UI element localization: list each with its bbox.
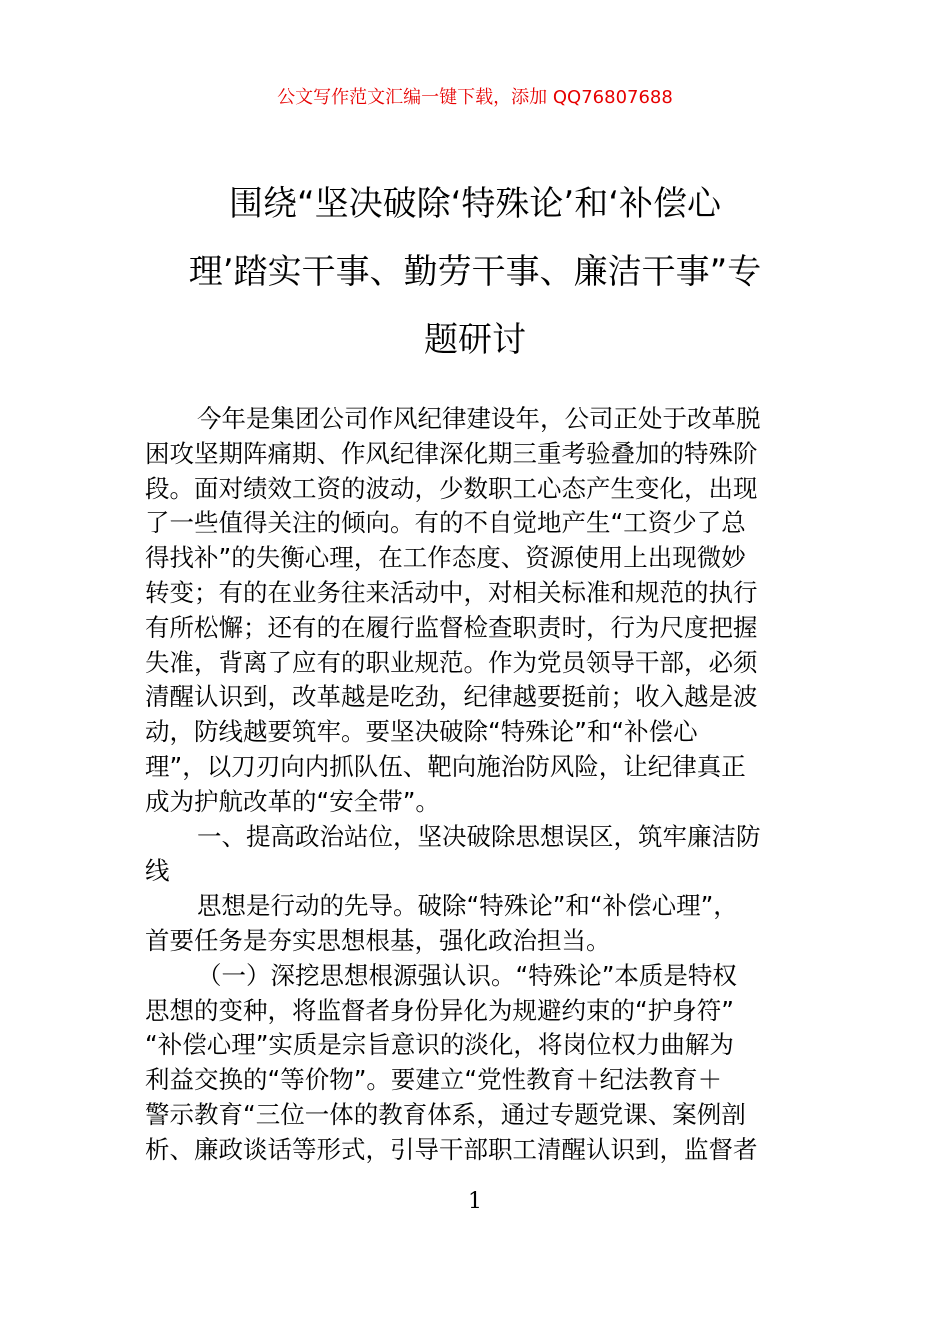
body-line: 析、廉政谈话等形式，引导干部职工清醒认识到，监督者 bbox=[145, 1134, 758, 1164]
body-line: （一）深挖思想根源强认识。“特殊论”本质是特权 bbox=[197, 960, 737, 990]
body-line: “补偿心理”实质是宗旨意识的淡化，将岗位权力曲解为 bbox=[145, 1030, 734, 1060]
document-title bbox=[150, 170, 800, 374]
body-line: 今年是集团公司作风纪律建设年，公司正处于改革脱 bbox=[197, 404, 761, 433]
body-line: 困攻坚期阵痛期、作风纪律深化期三重考验叠加的特殊阶 bbox=[145, 438, 758, 468]
body-line: 得找补”的失衡心理，在工作态度、资源使用上出现微妙 bbox=[145, 543, 746, 573]
body-line: 思想是行动的先导。破除“特殊论”和“补偿心理”， bbox=[197, 891, 738, 921]
header-download-note: 公文写作范文汇编一键下载，添加 QQ76807688 bbox=[277, 87, 673, 108]
body-line: 失准，背离了应有的职业规范。作为党员领导干部，必须 bbox=[145, 647, 758, 677]
body-line: 思想的变种，将监督者身份异化为规避约束的“护身符” bbox=[145, 995, 734, 1025]
page-number: 1 bbox=[468, 1189, 482, 1214]
title-line: 围绕“坚决破除‘特殊论’和‘补偿心 bbox=[228, 184, 722, 224]
body-line: 首要任务是夯实思想根基，强化政治担当。 bbox=[145, 925, 611, 955]
body-line: 理”，以刀刃向内抓队伍、靶向施治防风险，让纪律真正 bbox=[145, 751, 746, 781]
body-line: 段。面对绩效工资的波动，少数职工心态产生变化，出现 bbox=[145, 473, 758, 503]
body-line: 动，防线越要筑牢。要坚决破除“特殊论”和“补偿心 bbox=[145, 717, 698, 747]
body-line: 成为护航改革的“安全带”。 bbox=[145, 786, 440, 816]
body-line: 转变；有的在业务往来活动中，对相关标准和规范的执行 bbox=[145, 577, 758, 607]
body-line: 清醒认识到，改革越是吃劲，纪律越要挺前；收入越是波 bbox=[145, 682, 758, 712]
body-line: 警示教育“三位一体的教育体系，通过专题党课、案例剖 bbox=[145, 1099, 746, 1129]
body-line: 了一些值得关注的倾向。有的不自觉地产生“工资少了总 bbox=[145, 508, 746, 538]
title-line: 题研讨 bbox=[424, 320, 526, 360]
document-body bbox=[145, 402, 815, 1168]
section-heading-line: 一、提高政治站位，坚决破除思想误区，筑牢廉洁防 bbox=[197, 821, 761, 851]
body-line: 有所松懈；还有的在履行监督检查职责时，行为尺度把握 bbox=[145, 612, 758, 642]
body-line: 利益交换的“等价物”。要建立“党性教育＋纪法教育＋ bbox=[145, 1065, 723, 1095]
section-heading-line: 线 bbox=[145, 856, 170, 886]
title-line: 理’踏实干事、勤劳干事、廉洁干事”专 bbox=[188, 252, 762, 292]
